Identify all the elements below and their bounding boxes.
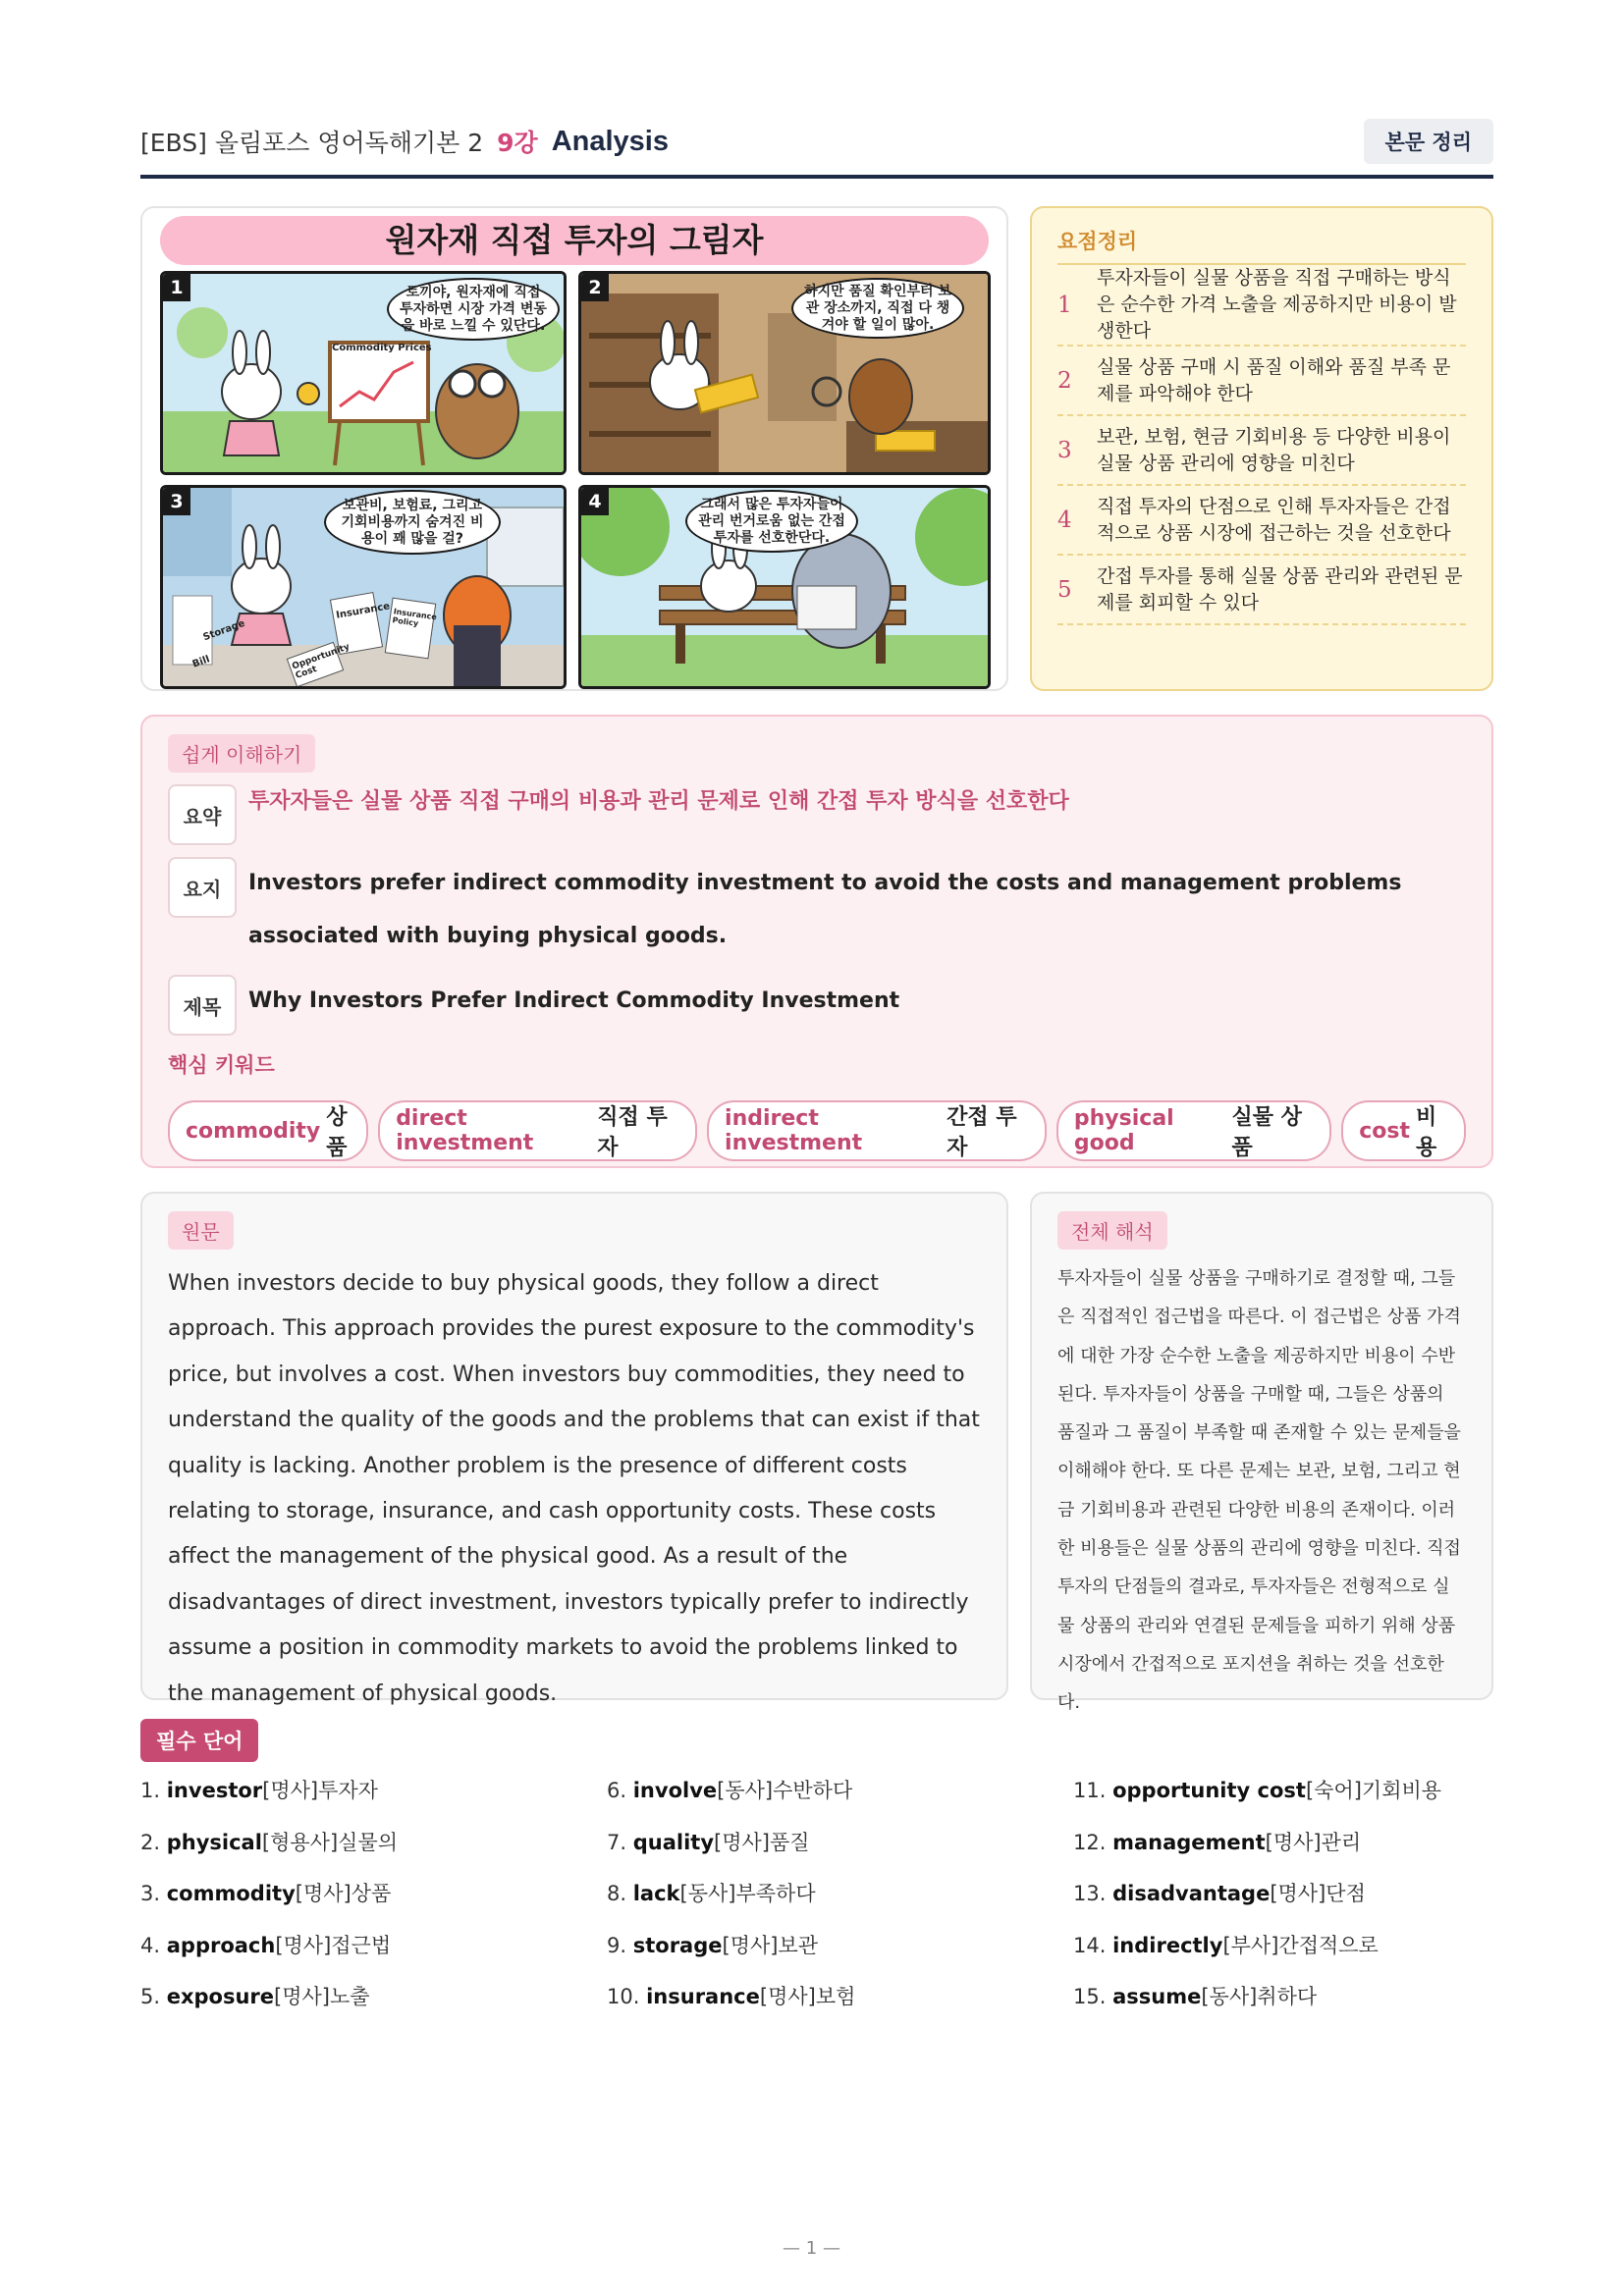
key-point-item xyxy=(1057,416,1466,486)
vocab-word: management xyxy=(1112,1830,1266,1854)
document-label-opportunity-cost: Opportunity Cost xyxy=(291,642,352,681)
easy-understanding-label: 쉽게 이해하기 xyxy=(168,734,315,773)
key-point-item xyxy=(1057,347,1466,416)
vocab-meaning: [형용사]실물의 xyxy=(261,1830,399,1854)
vocab-item xyxy=(607,1775,1073,1827)
vocab-word: storage xyxy=(632,1933,723,1957)
key-point-number: 4 xyxy=(1057,507,1072,533)
vocab-number: 10. xyxy=(607,1985,640,2008)
translation-label: 전체 해석 xyxy=(1057,1211,1167,1250)
vocab-meaning: [동사]수반하다 xyxy=(717,1779,853,1802)
panel-number: 3 xyxy=(163,488,190,515)
speech-bubble: 하지만 품질 확인부터 보관 장소까지, 직접 다 챙겨야 할 일이 많아. xyxy=(791,278,964,339)
series-title: [EBS] 올림포스 영어독해기본 2 xyxy=(140,129,484,157)
vocab-number: 14. xyxy=(1073,1933,1107,1957)
keyword-chip xyxy=(378,1100,697,1161)
page-title: Analysis xyxy=(551,125,669,157)
key-point-text: 간접 투자를 통해 실물 상품 관리와 관련된 문제를 회피할 수 있다 xyxy=(1097,564,1463,614)
vocab-number: 15. xyxy=(1073,1985,1107,2008)
vocab-meaning: [명사]보관 xyxy=(722,1933,819,1957)
summary-tag: 요약 xyxy=(168,784,237,845)
vocab-item xyxy=(1073,1827,1493,1879)
vocab-meaning: [명사]품질 xyxy=(714,1830,810,1854)
document-label-insurance: Insurance xyxy=(335,601,391,621)
original-text: When investors decide to buy physical goods, they follow a direct approach. This approach provides the purest exposure to the commodity's price, but involves a cost. When investors buy commodities, they need to understand the quality of the goods and the problems that can exist if that quality is lacking. Another problem is the presence of different costs relating to storage, insurance, and cash opportunity costs. These costs affect the management of the physical good. As a result of the disadvantages of direct investment, investors typically prefer to indirectly assume a position in commodity markets to avoid the problems linked to the management of physical goods. xyxy=(168,1271,980,1706)
key-point-text: 실물 상품 구매 시 품질 이해와 품질 부족 문제를 파악해야 한다 xyxy=(1097,355,1451,404)
keyword-ko: 간접 투자 xyxy=(947,1105,1017,1160)
vocab-item xyxy=(607,1930,1073,1982)
summary-row xyxy=(168,784,1466,845)
key-point-number: 5 xyxy=(1057,576,1072,603)
keyword-ko: 비용 xyxy=(1415,1105,1437,1160)
gist-text: Investors prefer indirect commodity investment to avoid the costs and management problems associated with buying physical goods. xyxy=(248,871,1402,948)
vocab-meaning: [숙어]기회비용 xyxy=(1305,1779,1442,1802)
vocab-word: quality xyxy=(632,1830,715,1854)
summary-text: 투자자들은 실물 상품 직접 구매의 비용과 관리 문제로 인해 간접 투자 방식을 선호한다 xyxy=(248,789,1069,814)
comic-panel-4 xyxy=(578,485,991,689)
vocab-word: opportunity cost xyxy=(1112,1779,1306,1802)
vocab-number: 13. xyxy=(1073,1882,1107,1905)
speech-bubble: 토끼야, 원자재에 직접 투자하면 시장 가격 변동을 바로 느낄 수 있단다. xyxy=(387,278,560,341)
vocab-number: 2. xyxy=(140,1830,161,1854)
translation-text: 투자자들이 실물 상품을 구매하기로 결정할 때, 그들은 직접적인 접근법을 따른다. 이 접근법은 상품 가격에 대한 가장 순수한 노출을 제공하지만 비용이 수반된다. 투자자들이 상품을 구매할 때, 그들은 상품의 품질과 그 품질이 부족할 때 존재할 수 있는 문제들을 이해해야 한다. 또 다른 문제는 보관, 보험, 그리고 현금 기회비용과 관련된 다양한 비용의 존재이다. 이러한 비용들은 실물 상품의 관리에 영향을 미친다. 직접 투자의 단점들의 결과로, 투자자들은 전형적으로 실물 상품의 관리와 연결된 문제들을 피하기 위해 상품 시장에서 간접적으로 포지션을 취하는 것을 선호한다. xyxy=(1057,1268,1461,1714)
vocab-meaning: [명사]관리 xyxy=(1265,1830,1362,1854)
easy-understanding-box xyxy=(140,715,1493,1168)
vocab-meaning: [동사]부족하다 xyxy=(679,1882,816,1905)
keywords-title: 핵심 키워드 xyxy=(168,1053,275,1077)
vocab-item xyxy=(1073,1930,1493,1982)
key-point-item xyxy=(1057,265,1466,347)
vocab-item xyxy=(140,1775,607,1827)
translation-box xyxy=(1030,1192,1493,1714)
vocab-number: 7. xyxy=(607,1830,627,1854)
vocab-meaning: [명사]보험 xyxy=(759,1985,856,2008)
key-point-number: 2 xyxy=(1057,367,1072,394)
vocab-label: 필수 단어 xyxy=(140,1719,258,1762)
vocab-number: 3. xyxy=(140,1882,161,1905)
vocab-meaning: [부사]간접적으로 xyxy=(1222,1933,1379,1957)
title-text: Why Investors Prefer Indirect Commodity Investment xyxy=(248,988,900,1013)
vocab-item xyxy=(1073,1775,1493,1827)
vocab-number: 11. xyxy=(1073,1779,1107,1802)
vocab-number: 8. xyxy=(607,1882,627,1905)
gist-tag: 요지 xyxy=(168,857,237,918)
title-tag: 제목 xyxy=(168,975,237,1036)
keyword-ko: 상품 xyxy=(326,1105,348,1160)
panel-number: 1 xyxy=(163,274,190,301)
vocab-word: investor xyxy=(166,1779,263,1802)
gist-row xyxy=(168,857,1466,963)
panel-number: 2 xyxy=(581,274,609,301)
vocab-item xyxy=(140,1827,607,1879)
vocab-item xyxy=(140,1981,607,2033)
vocab-meaning: [명사]접근법 xyxy=(275,1933,392,1957)
vocab-item xyxy=(1073,1981,1493,2033)
vocab-number: 9. xyxy=(607,1933,627,1957)
key-point-text: 투자자들이 실물 상품을 직접 구매하는 방식은 순수한 가격 노출을 제공하지만 비용이 발생한다 xyxy=(1097,267,1457,342)
vocab-item xyxy=(140,1930,607,1982)
keyword-en: physical good xyxy=(1073,1106,1174,1155)
key-point-number: 1 xyxy=(1057,292,1072,318)
vocab-word: physical xyxy=(166,1830,262,1854)
keyword-chip xyxy=(168,1100,368,1161)
comic-box xyxy=(140,206,1008,691)
keyword-ko: 직접 투자 xyxy=(597,1105,668,1160)
original-label: 원문 xyxy=(168,1211,234,1250)
title-row xyxy=(168,975,1466,1036)
key-point-item xyxy=(1057,486,1466,556)
keyword-chip xyxy=(1341,1100,1466,1161)
page xyxy=(140,116,1493,2008)
vocab-word: indirectly xyxy=(1112,1933,1223,1957)
keyword-en: commodity xyxy=(186,1118,321,1144)
vocab-word: insurance xyxy=(646,1985,760,2008)
vocab-word: involve xyxy=(632,1779,718,1802)
page-number: — 1 — xyxy=(783,2238,840,2259)
key-point-text: 직접 투자의 단점으로 인해 투자자들은 간접적으로 상품 시장에 접근하는 것을 선호한다 xyxy=(1097,495,1451,544)
vocab-word: assume xyxy=(1112,1985,1202,2008)
keyword-ko: 실물 상품 xyxy=(1231,1105,1302,1160)
panel-number: 4 xyxy=(581,488,609,515)
document-label-bill: Bill xyxy=(190,654,212,670)
unit-label: 9강 xyxy=(497,129,538,157)
vocab-word: lack xyxy=(632,1882,680,1905)
keywords-list xyxy=(168,1100,1466,1161)
vocab-item xyxy=(140,1878,607,1930)
comic-title: 원자재 직접 투자의 그림자 xyxy=(160,216,989,265)
vocab-item xyxy=(607,1878,1073,1930)
keyword-en: indirect investment xyxy=(725,1106,863,1155)
speech-bubble: 그래서 많은 투자자들이 관리 번거로움 없는 간접 투자를 선호한단다. xyxy=(685,490,858,553)
vocab-meaning: [명사]투자자 xyxy=(262,1779,378,1802)
comic-panel-3 xyxy=(160,485,567,689)
keyword-chip xyxy=(707,1100,1047,1161)
vocab-number: 4. xyxy=(140,1933,161,1957)
keyword-en: direct investment xyxy=(396,1106,534,1155)
vocab-number: 1. xyxy=(140,1779,161,1802)
keyword-chip xyxy=(1056,1100,1331,1161)
document-label-policy: Insurance Policy xyxy=(391,607,438,628)
vocab-word: commodity xyxy=(166,1882,296,1905)
key-points-box xyxy=(1030,206,1493,691)
vocab-meaning: [동사]취하다 xyxy=(1201,1985,1318,2008)
vocab-item xyxy=(607,1827,1073,1879)
document-label-storage: Storage xyxy=(201,617,247,644)
vocab-word: approach xyxy=(166,1933,276,1957)
speech-bubble: 보관비, 보험료, 그리고 기회비용까지 숨겨진 비용이 꽤 많을 걸? xyxy=(324,490,501,555)
key-point-number: 3 xyxy=(1057,437,1072,463)
vocab-word: exposure xyxy=(166,1985,275,2008)
keyword-en: cost xyxy=(1359,1118,1410,1144)
comic-panel-2 xyxy=(578,271,991,475)
comic-panel-1 xyxy=(160,271,567,475)
vocab-item xyxy=(1073,1878,1493,1930)
key-point-item xyxy=(1057,556,1466,625)
vocab-word: disadvantage xyxy=(1112,1882,1271,1905)
vocab-meaning: [명사]단점 xyxy=(1270,1882,1366,1905)
key-points-title: 요점정리 xyxy=(1057,226,1466,265)
original-text-box xyxy=(140,1192,1008,1706)
vocab-item xyxy=(607,1981,1073,2033)
vocab-list xyxy=(140,1775,1493,2033)
vocab-number: 12. xyxy=(1073,1830,1107,1854)
vocab-meaning: [명사]상품 xyxy=(295,1882,392,1905)
vocab-number: 5. xyxy=(140,1985,161,2008)
chart-board-label: Commodity Prices xyxy=(332,343,432,353)
vocab-meaning: [명사]노출 xyxy=(274,1985,370,2008)
vocab-number: 6. xyxy=(607,1779,627,1802)
key-point-text: 보관, 보험, 현금 기회비용 등 다양한 비용이 실물 상품 관리에 영향을 미친다 xyxy=(1097,425,1451,474)
section-badge: 본문 정리 xyxy=(1364,119,1493,164)
page-header xyxy=(140,116,1493,179)
